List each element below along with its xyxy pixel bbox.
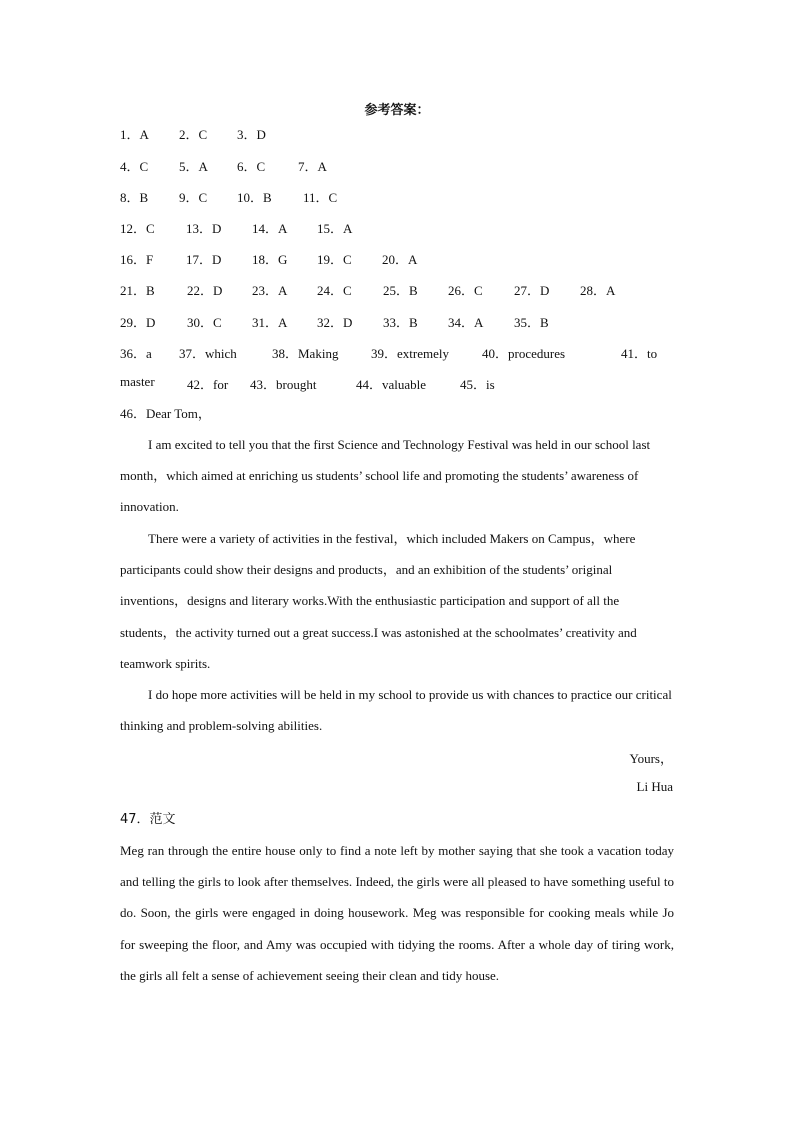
answer-item: 38．Making (272, 346, 339, 361)
answer-item: 24．C (317, 283, 352, 298)
answer-item: 29．D (120, 315, 156, 330)
answer-item: 26．C (448, 283, 483, 298)
answer-item: 35．B (514, 315, 549, 330)
answer-item: 25．B (383, 283, 418, 298)
letter-paragraph-2: There were a variety of activities in the festival，which included Makers on Campus，where participants could show their designs and products，and an exhibition of the students’ original inventions，designs and literary works.With the enthusiastic participation and support of all the students，the activity turned out a great success.I was astonished at the schoolmates’ creativity and teamwork spirits. (120, 531, 637, 671)
essay-label: 47．范文 (120, 812, 176, 827)
answer-key-title: 参考答案： (364, 103, 430, 118)
answer-item: 31．A (252, 315, 288, 330)
answer-item: 5．A (179, 159, 208, 174)
answer-item: 7．A (298, 159, 327, 174)
answer-item: 13．D (186, 221, 222, 236)
letter-paragraph-1: I am excited to tell you that the first Science and Technology Festival was held in our school last month，which aimed at enriching us students’ school life and promoting the students’ awareness of innovation. (120, 437, 651, 515)
answer-item: 42．for (187, 377, 229, 392)
answer-item: 1．A (120, 127, 149, 142)
answer-item: 10．B (237, 190, 272, 205)
answer-item: 15．A (317, 221, 353, 236)
answer-item: 34．A (448, 315, 484, 330)
answer-item: 43．brought (250, 377, 317, 392)
answer-item: 2．C (179, 127, 208, 142)
letter-paragraph-3: I do hope more activities will be held in my school to provide us with chances to practice our critical thinking and problem-solving abilities. (120, 687, 672, 734)
answer-item: 33．B (383, 315, 418, 330)
answer-item: 19．C (317, 252, 352, 267)
answer-item: 45．is (460, 377, 495, 392)
answer-item: 36．a (120, 346, 152, 361)
answer-item: 3．D (237, 127, 266, 142)
answer-item: 40．procedures (482, 346, 566, 361)
answer-item: 37．which (179, 346, 237, 361)
letter-closing: Yours， (629, 751, 673, 766)
answer-item: 41．to (621, 346, 658, 361)
answer-item: 8．B (120, 190, 149, 205)
answer-item: 28．A (580, 283, 616, 298)
answer-item: master (120, 374, 155, 389)
answer-item: 20．A (382, 252, 418, 267)
answer-item: 6．C (237, 159, 266, 174)
letter-signature: Li Hua (636, 779, 673, 794)
answer-item: 21．B (120, 283, 155, 298)
answer-item: 22．D (187, 283, 223, 298)
answer-item: 4．C (120, 159, 149, 174)
essay-text: Meg ran through the entire house only to find a note left by mother saying that she took a vacation today and telling the girls to look after themselves. Indeed, the girls were all pleased to have something useful to do. Soon, the girls were engaged in doing housework. Meg was responsible for cooking meals while Jo for sweeping the floor, and Amy was occupied with tidying the rooms. After a whole day of tiring work, the girls all felt a sense of achievement seeing their clean and tidy house. (120, 843, 674, 983)
answer-item: 44．valuable (356, 377, 427, 392)
answer-item: 39．extremely (371, 346, 449, 361)
answer-item: 12．C (120, 221, 155, 236)
answer-item: 11．C (303, 190, 338, 205)
answer-item: 27．D (514, 283, 550, 298)
answer-item: 16．F (120, 252, 154, 267)
answer-item: 23．A (252, 283, 288, 298)
answer-item: 32．D (317, 315, 353, 330)
answer-item: 18．G (252, 252, 288, 267)
answer-item: 9．C (179, 190, 208, 205)
letter-salutation: 46．Dear Tom， (120, 406, 211, 421)
answer-item: 17．D (186, 252, 222, 267)
answer-item: 30．C (187, 315, 222, 330)
answer-item: 14．A (252, 221, 288, 236)
